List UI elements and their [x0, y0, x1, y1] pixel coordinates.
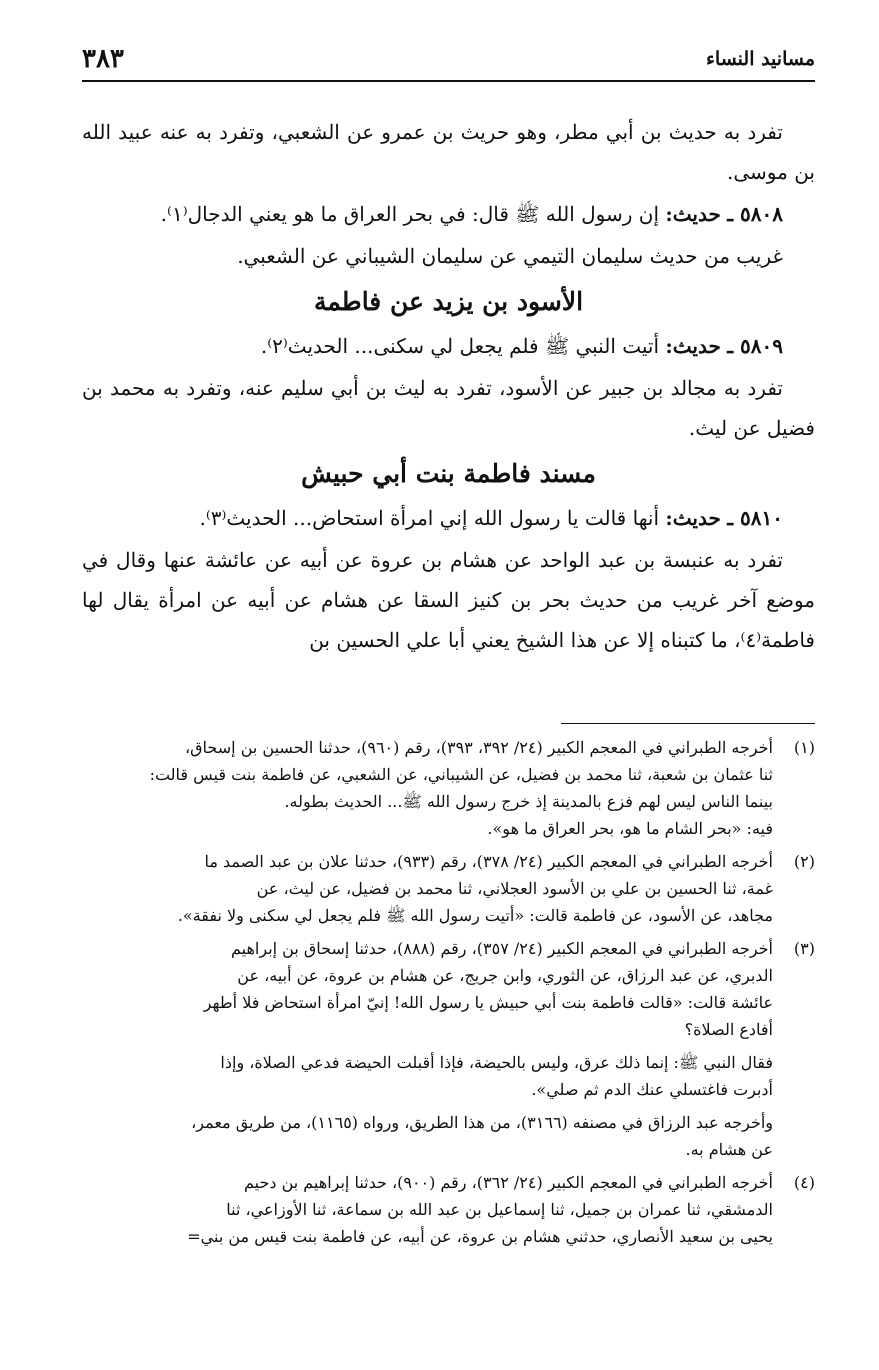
text-line: غريب من حديث سليمان التيمي عن سليمان الشيباني عن الشعبي. [237, 244, 783, 268]
footnote-line: الدمشقي، ثنا عمران بن جميل، ثنا إسماعيل بن عبد الله بن سماعة، ثنا الأوزاعي، ثنا [226, 1200, 773, 1219]
footnote-line: الدبري، عن عبد الرزاق، عن الثوري، وابن جريج، عن هشام بن عروة، عن أبيه، عن [237, 966, 773, 985]
text-line: تفرد به مجالد بن جبير عن الأسود، تفرد به ليث بن أبي سليم عنه، وتفرد به [162, 376, 784, 400]
hadith-number: ٥٨٠٨ ـ [727, 202, 783, 226]
footnotes [82, 734, 815, 1256]
footnote-marker: (٣) [793, 939, 815, 958]
hadith-number: ٥٨١٠ ـ [727, 506, 783, 530]
footnote-marker: (١) [793, 738, 815, 757]
hadith-label: حديث: [665, 202, 721, 226]
hadith-text: أتيت النبي ﷺ فلم يجعل لي سكنى... الحديث⁽٢⁾. [260, 334, 660, 358]
footnote-line: أدبرت فاغتسلي عنك الدم ثم صلي». [531, 1080, 773, 1099]
paragraph [82, 236, 815, 276]
hadith-label: حديث: [665, 506, 721, 530]
main-text [82, 112, 815, 660]
text-line: تفرد به عنبسة بن عبد الواحد عن هشام بن عروة عن أبيه عن عائشة عنها [163, 548, 783, 572]
paragraph [82, 112, 815, 192]
hadith-5810 [82, 498, 815, 538]
footnote-1 [82, 734, 815, 842]
footnote-marker: (٢) [793, 852, 815, 871]
footnote-line: أخرجه الطبراني في المعجم الكبير (٢٤/ ٣٦٢)، رقم (٩٠٠)، حدثنا إبراهيم بن دحيم [243, 1173, 773, 1192]
footnote-4 [82, 1169, 815, 1250]
footnote-line: عن هشام به. [685, 1140, 773, 1159]
footnote-line: وأخرجه عبد الرزاق في مصنفه (٣١٦٦)، من هذا الطريق، ورواه (١١٦٥)، من طريق معمر، [191, 1113, 773, 1132]
running-header [82, 44, 815, 82]
hadith-label: حديث: [665, 334, 721, 358]
footnote-line: فيه: «بحر الشام ما هو، بحر العراق ما هو». [487, 819, 773, 838]
text-line: عبيد الله بن موسى. [82, 120, 815, 184]
footnote-line: أخرجه الطبراني في المعجم الكبير (٢٤/ ٣٥٧)، رقم (٨٨٨)، حدثنا إسحاق بن إبراهيم [231, 939, 773, 958]
footnote-line: غمة، ثنا الحسين بن علي بن الأسود العجلاني، ثنا محمد بن فضيل، عن ليث، عن [256, 879, 773, 898]
footnote-line: مجاهد، عن الأسود، عن فاطمة قالت: «أتيت رسول الله ﷺ فلم يجعل لي سكنى ولا نفقة». [177, 906, 773, 925]
footnote-line: أفادع الصلاة؟ [684, 1020, 773, 1039]
footnote-divider [561, 723, 815, 724]
text-line: وقال في موضع آخر غريب من حديث بحر بن كنيز السقا عن هشام عن أبيه عن [82, 548, 815, 612]
footnote-marker: (٤) [793, 1173, 815, 1192]
footnote-line: أخرجه الطبراني في المعجم الكبير (٢٤/ ٣٩٢، ٣٩٣)، رقم (٩٦٠)، حدثنا الحسين بن إسحاق، [184, 738, 773, 757]
page-number: ٣٨٣ [82, 44, 124, 74]
paragraph [82, 368, 815, 448]
footnote-line: ثنا عثمان بن شعبة، ثنا محمد بن فضيل، عن الشيباني، عن الشعبي، عن فاطمة بنت قيس قالت: [149, 765, 773, 784]
footnote-line: عائشة قالت: «قالت فاطمة بنت أبي حبيش يا رسول الله! إنيّ امرأة استحاض فلا أطهر [203, 993, 773, 1012]
header-title: مسانيد النساء [706, 48, 815, 70]
text-line: تفرد به حديث بن أبي مطر، وهو حريث بن عمرو عن الشعبي، وتفرد به عنه [159, 120, 783, 144]
text-line: محمد بن فضيل عن ليث. [82, 376, 815, 440]
hadith-text: أنها قالت يا رسول الله إني امرأة استحاض... الحديث⁽٣⁾. [199, 506, 660, 530]
text-line: امرأة يقال لها فاطمة⁽٤⁾، ما كتبناه إلا عن هذا الشيخ يعني أبا علي الحسين بن [82, 588, 815, 652]
footnote-line: فقال النبي ﷺ: إنما ذلك عرق، وليس بالحيضة، فإذا أقبلت الحيضة فدعي الصلاة، وإذا [220, 1053, 773, 1072]
footnote-line: أخرجه الطبراني في المعجم الكبير (٢٤/ ٣٧٨)، رقم (٩٣٣)، حدثنا علان بن عبد الصمد ما [204, 852, 773, 871]
footnote-2 [82, 848, 815, 929]
section-heading: مسند فاطمة بنت أبي حبيش [301, 459, 596, 488]
paragraph [82, 540, 815, 660]
footnote-3 [82, 935, 815, 1163]
hadith-5808 [82, 194, 815, 234]
footnote-line: بينما الناس ليس لهم فزع بالمدينة إذ خرج رسول الله ﷺ... الحديث بطوله. [284, 792, 773, 811]
hadith-text: إن رسول الله ﷺ قال: في بحر العراق ما هو يعني الدجال⁽١⁾. [160, 202, 660, 226]
hadith-number: ٥٨٠٩ ـ [727, 334, 783, 358]
footnote-line: يحيى بن سعيد الأنصاري، حدثني هشام بن عروة، عن أبيه، عن فاطمة بنت قيس من بني= [187, 1227, 773, 1246]
section-heading: الأسود بن يزيد عن فاطمة [313, 287, 584, 316]
hadith-5809 [82, 326, 815, 366]
